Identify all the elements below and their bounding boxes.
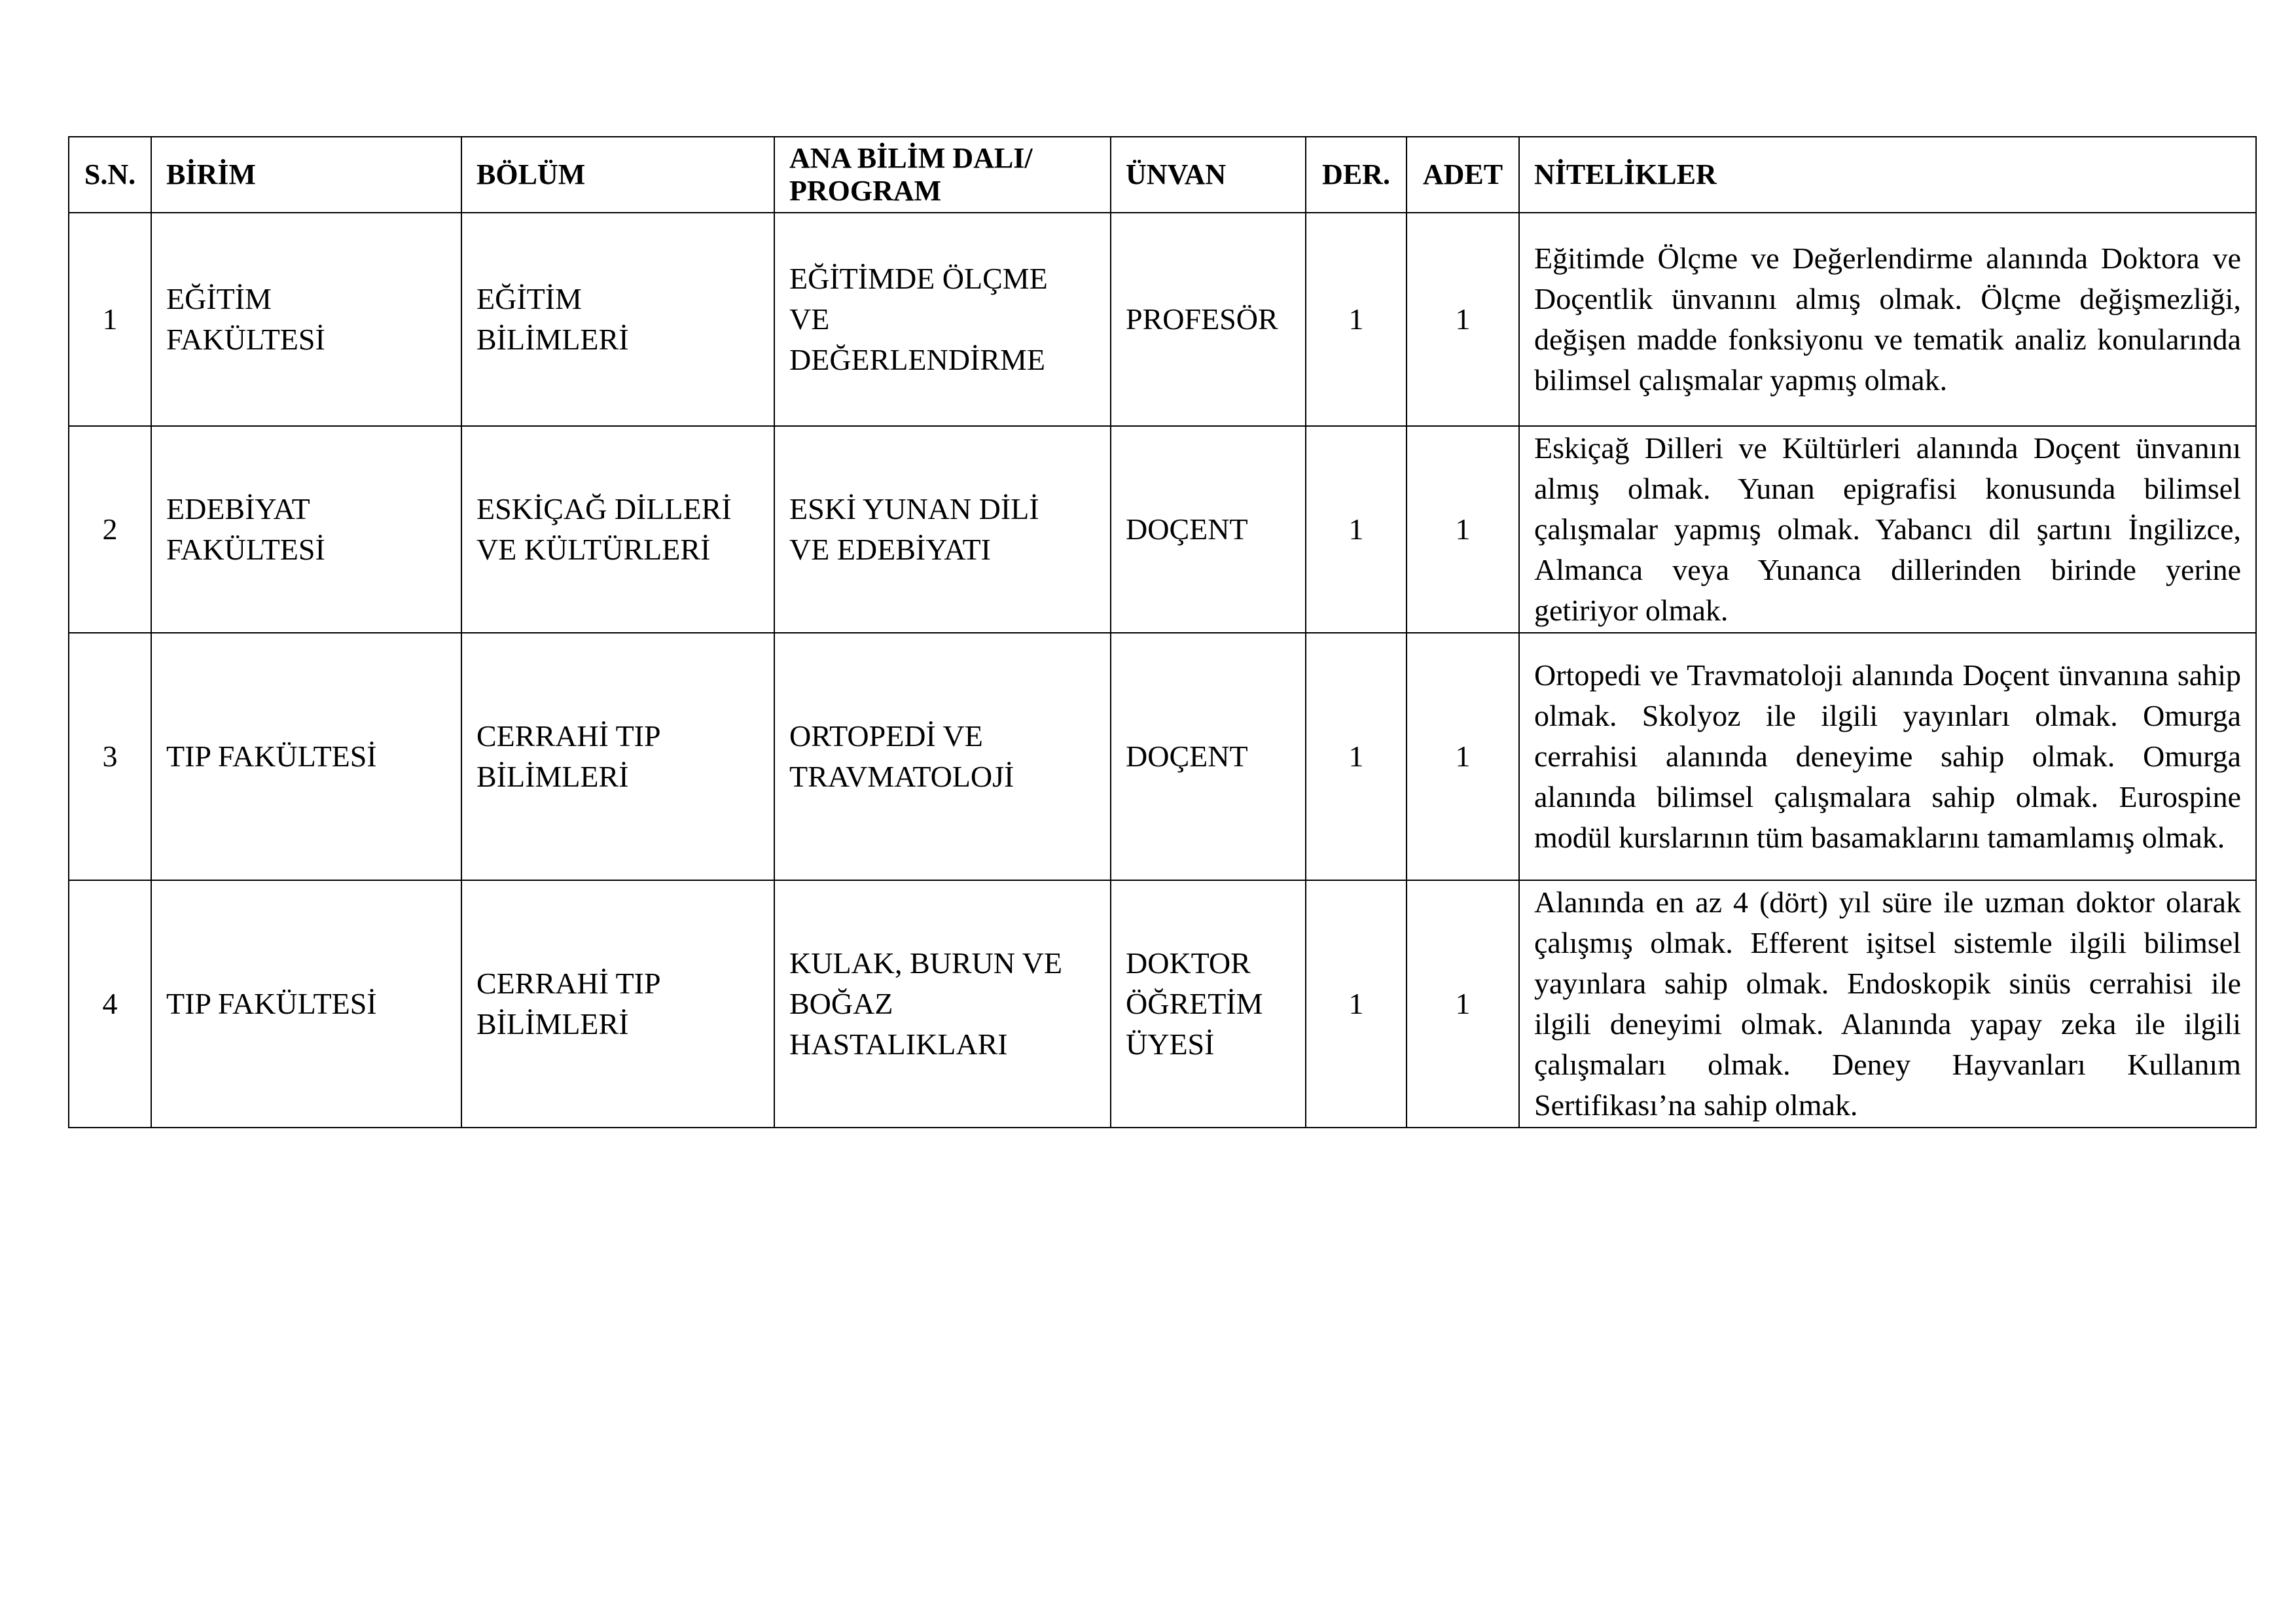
cell-ana-bilim-dali: ESKİ YUNAN DİLİ VE EDEBİYATI bbox=[774, 426, 1111, 633]
cell-sn: 2 bbox=[69, 426, 151, 633]
header-bolum: BÖLÜM bbox=[461, 137, 774, 213]
cell-ana-bilim-dali: EĞİTİMDE ÖLÇME VE DEĞERLENDİRME bbox=[774, 213, 1111, 426]
header-ana-bilim-dali: ANA BİLİM DALI/ PROGRAM bbox=[774, 137, 1111, 213]
table-row bbox=[69, 633, 2256, 880]
cell-der: 1 bbox=[1306, 633, 1407, 880]
cell-bolum: CERRAHİ TIP BİLİMLERİ bbox=[461, 633, 774, 880]
cell-birim: TIP FAKÜLTESİ bbox=[151, 880, 461, 1128]
cell-sn: 4 bbox=[69, 880, 151, 1128]
cell-sn: 3 bbox=[69, 633, 151, 880]
cell-ana-bilim-dali: KULAK, BURUN VE BOĞAZ HASTALIKLARI bbox=[774, 880, 1111, 1128]
cell-sn: 1 bbox=[69, 213, 151, 426]
header-nitelikler: NİTELİKLER bbox=[1519, 137, 2256, 213]
header-adet: ADET bbox=[1407, 137, 1519, 213]
cell-adet: 1 bbox=[1407, 426, 1519, 633]
cell-birim: EĞİTİM FAKÜLTESİ bbox=[151, 213, 461, 426]
cell-der: 1 bbox=[1306, 880, 1407, 1128]
cell-adet: 1 bbox=[1407, 213, 1519, 426]
header-sn: S.N. bbox=[69, 137, 151, 213]
table-row bbox=[69, 213, 2256, 426]
cell-birim: EDEBİYAT FAKÜLTESİ bbox=[151, 426, 461, 633]
cell-unvan: DOÇENT bbox=[1111, 633, 1306, 880]
cell-bolum: CERRAHİ TIP BİLİMLERİ bbox=[461, 880, 774, 1128]
table-row bbox=[69, 426, 2256, 633]
cell-der: 1 bbox=[1306, 426, 1407, 633]
cell-nitelikler: Eskiçağ Dilleri ve Kültürleri alanında Doçent ünvanını almış olmak. Yunan epigrafisi konusunda bilimsel çalışmalar yapmış olmak. Yabancı dil şartını İngilizce, Almanca veya Yunanca dillerinden birinde yerine getiriyor olmak. bbox=[1519, 426, 2256, 633]
header-unvan: ÜNVAN bbox=[1111, 137, 1306, 213]
cell-adet: 1 bbox=[1407, 880, 1519, 1128]
staff-position-table bbox=[68, 136, 2257, 1128]
table-header-row bbox=[69, 137, 2256, 213]
cell-unvan: DOKTOR ÖĞRETİM ÜYESİ bbox=[1111, 880, 1306, 1128]
cell-birim: TIP FAKÜLTESİ bbox=[151, 633, 461, 880]
cell-bolum: ESKİÇAĞ DİLLERİ VE KÜLTÜRLERİ bbox=[461, 426, 774, 633]
header-birim: BİRİM bbox=[151, 137, 461, 213]
cell-ana-bilim-dali: ORTOPEDİ VE TRAVMATOLOJİ bbox=[774, 633, 1111, 880]
cell-nitelikler: Eğitimde Ölçme ve Değerlendirme alanında Doktora ve Doçentlik ünvanını almış olmak. Ölçme değişmezliği, değişen madde fonksiyonu ve tematik analiz konularında bilimsel çalışmalar yapmış olmak. bbox=[1519, 213, 2256, 426]
cell-unvan: DOÇENT bbox=[1111, 426, 1306, 633]
cell-bolum: EĞİTİM BİLİMLERİ bbox=[461, 213, 774, 426]
cell-nitelikler: Ortopedi ve Travmatoloji alanında Doçent ünvanına sahip olmak. Skolyoz ile ilgili yayınları olmak. Omurga cerrahisi alanında deneyime sahip olmak. Omurga alanında bilimsel çalışmalara sahip olmak. Eurospine modül kurslarının tüm basamaklarını tamamlamış olmak. bbox=[1519, 633, 2256, 880]
cell-nitelikler: Alanında en az 4 (dört) yıl süre ile uzman doktor olarak çalışmış olmak. Efferent işitsel sistemle ilgili bilimsel yayınlara sahip olmak. Endoskopik sinüs cerrahisi ile ilgili deneyimi olmak. Alanında yapay zeka ile ilgili çalışmaları olmak. Deney Hayvanları Kullanım Sertifikası’na sahip olmak. bbox=[1519, 880, 2256, 1128]
table-row bbox=[69, 880, 2256, 1128]
cell-adet: 1 bbox=[1407, 633, 1519, 880]
header-der: DER. bbox=[1306, 137, 1407, 213]
cell-unvan: PROFESÖR bbox=[1111, 213, 1306, 426]
cell-der: 1 bbox=[1306, 213, 1407, 426]
